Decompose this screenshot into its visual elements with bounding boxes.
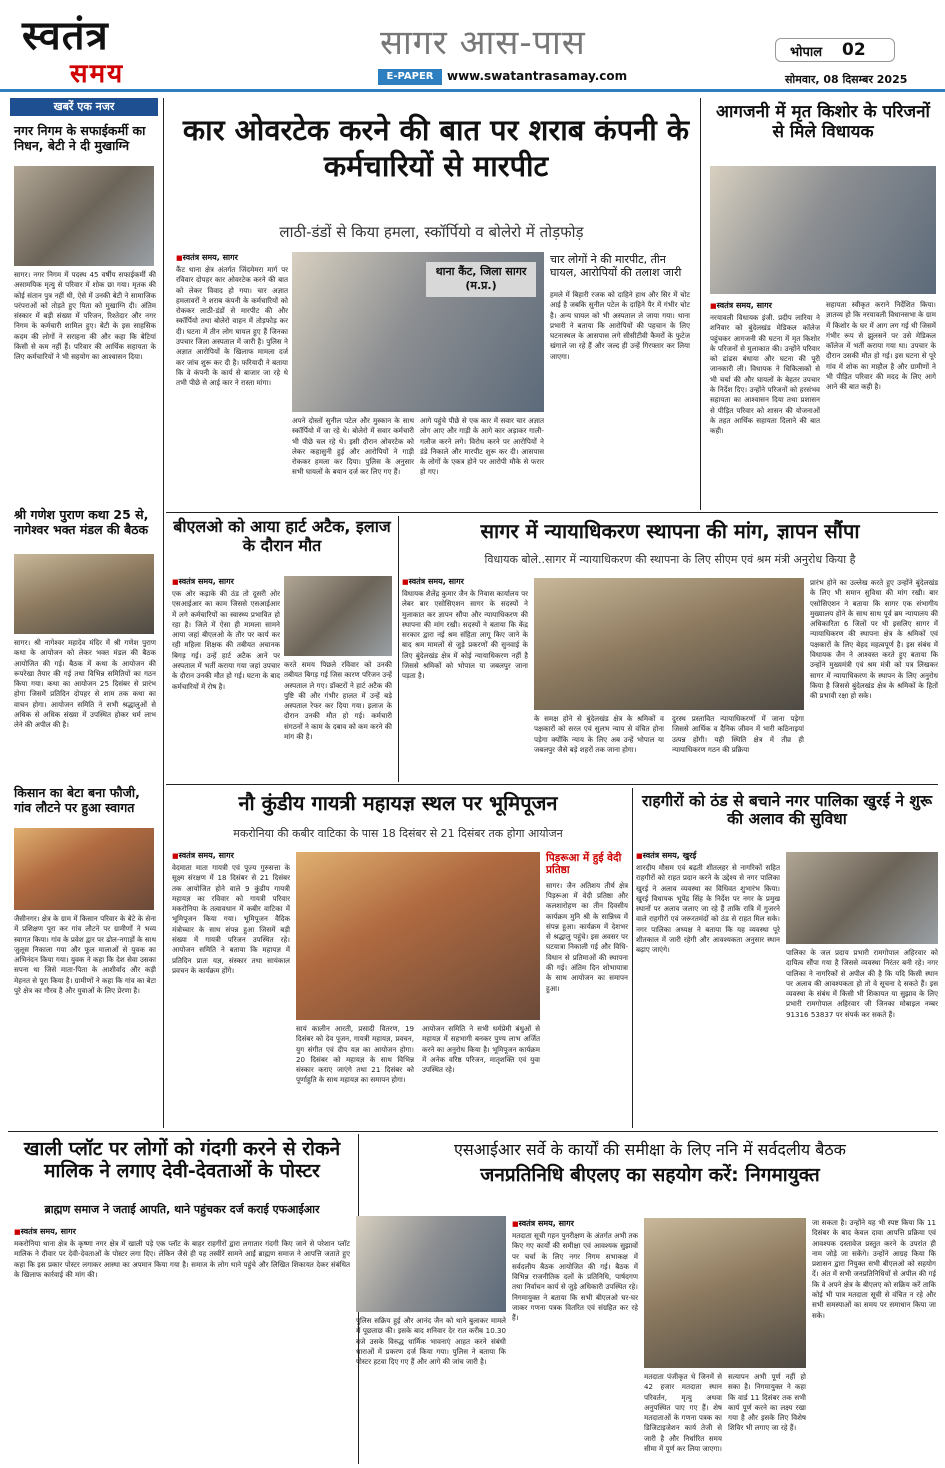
sir-headline: एसआईआर सर्वे के कार्यों की समीक्षा के लिए ननि में सर्वदलीय बैठक (454, 1140, 846, 1159)
mla-story (706, 98, 938, 510)
mla-byline: ■ स्वतंत्र समय, सागर (710, 300, 820, 311)
brief-3-title: किसान का बेटा बना फौजी, गांव लौटने पर हुआ स्वागत (14, 785, 140, 815)
lead-col-1 (176, 252, 288, 502)
brief-2-photo (14, 554, 154, 634)
blo-story (168, 516, 394, 781)
masthead (0, 0, 945, 95)
blo-col-1-text: एक ओर कड़ाके की ठंड तो दूसरी ओर एसआईआर का काम जिससे एसआईआर में लगे कर्मचारियों का स्वास्थ्य प्रभावित हो रहा है। जिले में ऐसा ही मामला सामने आया जहां बीएलओ के तौर पर कार्य कर रही महिला शिक्षक की तबीयत अचानक बिगड़ गई। उन्हें हार्ट अटैक आने पर अस्पताल में भर्ती कराया गया जहां उपचार के दौरान उनकी मौत हो गई। घटना के बाद कर्मचारियों में रोष है। (172, 589, 280, 691)
lead-byline: ■ स्वतंत्र समय, सागर (176, 252, 288, 263)
tribunal-col-1 (402, 576, 528, 776)
brief-1-photo (14, 166, 154, 266)
tribunal-col-1-text: विधायक शैलेंद्र कुमार जैन के निवास कार्यालय पर लेबर बार एसोसिएशन सागर के सदस्यों ने मुलाकात कर ज्ञापन सौंपा और न्यायाधिकरण की स्थापना की मांग रखी। सदस्यों ने बताया कि केंद्र सरकार द्वारा नई श्रम संहिता लागू किए जाने के बाद श्रम मामलों से जुड़े प्रकरणों की सुनवाई के लिए बुंदेलखंड क्षेत्र में कोई न्यायाधिकरण नहीं है जिससे श्रमिकों को भोपाल या जबलपुर जाना पड़ता है। (402, 589, 528, 681)
blo-photo (284, 576, 392, 656)
lead-sidehead: चार लोगों ने की मारपीट, तीन घायल, आरोपियों की तलाश जारी (550, 253, 682, 279)
lead-headline: कार ओवरटेक करने की बात पर शराब कंपनी के कर्मचारियों से मारपीट (182, 113, 690, 184)
tribunal-photo (534, 578, 804, 710)
sir-col-1 (512, 1218, 638, 1460)
brief-3-text: जैसीनगर। क्षेत्र के ग्राम में किसान परिवार के बेटे के सेना में प्रशिक्षण पूरा कर गांव लौटने पर ग्रामीणों ने भव्य स्वागत किया। गांव के प्रवेश द्वार पर ढोल-नगाड़ों के साथ जुलूस निकाला गया और फूल मालाओं से युवक का अभिनंदन किया गया। युवक ने कहा कि देश सेवा उसका सपना था जिसे माता-पिता के आशीर्वाद और कड़ी मेहनत से पूरा किया है। ग्रामीणों ने कहा कि गांव का बेटा पूरे क्षेत्र का गौरव है और युवाओं के लिए प्रेरणा है। (14, 914, 156, 995)
edition-date: सोमवार, 08 दिसम्बर 2025 (785, 73, 908, 86)
lead-subheadline: लाठी-डंडों से किया हमला, स्कॉर्पियो व बोलेरो में तोड़फोड़ (279, 223, 584, 241)
pratibha-brief (546, 852, 628, 1124)
alav-col-2: पालिका के जल प्रदाय प्रभारी रामगोपाल अहिरवार को दायित्व सौंपा गया है जिससे व्यवस्था निरंतर बनी रहे। नगर पालिका ने नागरिकों से अपील की है कि यदि किसी स्थान पर अलाव की आवश्यकता हो तो वे सूचना दे सकते हैं। इस व्यवस्था के संबंध में किसी भी शिकायत या सुझाव के लिए प्रभारी रामगोपाल अहिरवार जी जिनका मोबाइल नम्बर 91316 53837 पर संपर्क कर सकते हैं। (786, 948, 938, 1019)
mla-col-1-text: नरयावली विधायक इंजी. प्रदीप लारिया ने शनिवार को बुंदेलखंड मेडिकल कॉलेज पहुंचकर आगजनी की घटना में मृत किशोर के परिजनों से मुलाकात की। उन्होंने परिवार को ढांढस बंधाया और घटना की पूरी जानकारी ली। विधायक ने चिकित्सकों से भी चर्चा की और घायलों के बेहतर उपचार के निर्देश दिए। उन्होंने परिजनों को हरसंभव सहायता का आश्वासन दिया तथा प्रशासन से पीड़ित परिवार को शासन की योजनाओं के तहत आर्थिक सहायता दिलाने की बात कही। (710, 313, 820, 436)
lead-col-3: आगे पहुंचे पीछे से एक कार में सवार चार अज्ञात लोग आए और गाड़ी के आगे कार अड़ाकर गाली-गलौज करने लगे। विरोध करने पर आरोपियों ने डंडे निकाले और मारपीट शुरू कर दी। आसपास के लोगों के एकत्र होने पर आरोपी मौके से फरार हो गए। (420, 416, 544, 477)
brand-name-bottom: समय (70, 59, 125, 89)
alav-photo (786, 852, 938, 944)
yagya-photo (296, 852, 540, 1020)
sir-headline-main: जनप्रतिनिधि बीएलए का सहयोग करें: निगमायुक्त (480, 1164, 820, 1186)
plot-subheadline: ब्राह्मण समाज ने जताई आपति, थाने पहुंचकर दर्ज कराई एफआईआर (44, 1203, 320, 1216)
plot-col-2: पुलिस सक्रिय हुई और आनंद जैन को थाने बुलाकर मामले में पूछताछ की। इसके बाद शनिवार देर रात करीब 10.30 बजे उसके विरुद्ध धार्मिक भावनाएं आहत करने संबंधी धाराओं में प्रकरण दर्ज किया गया। पुलिस ने बताया कि पोस्टर हटवा दिए गए हैं और आगे की जांच जारी है। (356, 1316, 506, 1367)
epaper-label: E-PAPER (378, 69, 442, 85)
lead-photo (292, 252, 544, 412)
plot-col-1-text: मकरोनिया थाना क्षेत्र के कृष्णा नगर क्षेत्र में खाली पड़े एक प्लॉट के बाहर राहगीरों द्वारा लगातार गंदगी किए जाने से परेशान प्लॉट मालिक ने दीवार पर देवी-देवताओं के पोस्टर लगा दिए। लेकिन जैसे ही यह तस्वीरें सामने आईं ब्राह्मण समाज ने आपत्ति जताते हुए कहा कि इस प्रकार पोस्टर लगाकर आस्था का अपमान किया गया है। समाज के लोग थाने पहुंचे और लिखित शिकायत देकर संबंधित के खिलाफ कार्रवाई की मांग की। (14, 1239, 350, 1279)
brief-2-title: श्री गणेश पुराण कथा 25 से, नागेश्वर भक्त मंडल की बैठक (14, 508, 156, 538)
city-badge (775, 38, 895, 62)
sidebar-briefs (10, 96, 158, 1126)
sidebar-heading: खबरें एक नजर (10, 98, 158, 116)
lead-col-4: हमले में बिहारी रजक को दाहिने हाथ और सिर में चोट आई है जबकि सुनील पटेल के दाहिने पैर में गंभीर चोट है। अन्य घायल को भी अस्पताल ले जाया गया। थाना प्रभारी ने बताया कि आरोपियों की पहचान के लिए घटनास्थल के आसपास लगे सीसीटीवी कैमरों के फुटेज खंगाले जा रहे हैं और जल्द ही उन्हें गिरफ्तार कर लिया जाएगा। (550, 290, 690, 361)
plot-photo (356, 1216, 506, 1312)
sir-story (356, 1134, 938, 1464)
alav-byline: ■ स्वतंत्र समय, खुरई (636, 850, 780, 861)
yagya-story (168, 788, 628, 1128)
brief-2-text: सागर। श्री नागेश्वर महादेव मंदिर में श्री गणेश पुराण कथा के आयोजन को लेकर भक्त मंडल की बैठक आयोजित की गई। बैठक में कथा के आयोजन की रूपरेखा तैयार की गई तथा विभिन्न समितियों का गठन किया गया। कथा का आयोजन 25 दिसंबर से प्रारंभ होगा जिसमें प्रतिदिन दोपहर से शाम तक कथा का वाचन होगा। आयोजन समिति ने सभी श्रद्धालुओं से अधिक से अधिक संख्या में उपस्थित होकर धर्म लाभ लेने की अपील की है। (14, 638, 156, 730)
brand-name-top: स्वतंत्र (22, 12, 109, 59)
yagya-col-3: आयोजन समिति ने सभी धर्मप्रेमी बंधुओं से महायज्ञ में सहभागी बनकर पुण्य लाभ अर्जित करने का अनुरोध किया है। भूमिपूजन कार्यक्रम में अनेक वरिष्ठ परिजन, मातृशक्ति एवं युवा उपस्थित रहे। (422, 1024, 540, 1075)
page-number: 02 (842, 40, 866, 60)
blo-headline: बीएलओ को आया हार्ट अटैक, इलाज के दौरान मौत (173, 517, 391, 555)
blo-col-1 (172, 576, 280, 776)
sir-photo (644, 1218, 806, 1368)
website-link[interactable]: www.swatantrasamay.com (447, 69, 628, 83)
city-name: भोपाल (790, 45, 823, 60)
sir-col-4: जा सकता है। उन्होंने यह भी स्पष्ट किया कि 11 दिसंबर के बाद केवल दावा आपत्ति प्रक्रिया एवं आवश्यक दस्तावेज प्रस्तुत करने के उपरांत ही नाम जोड़े जा सकेंगे। उन्होंने आग्रह किया कि प्रशासन द्वारा नियुक्त सभी बीएलओ को सहयोग दें। अंत में सभी जनप्रतिनिधियों से अपील की गई कि वे अपने क्षेत्र के बीएलए को सक्रिय करें ताकि कोई भी पात्र मतदाता सूची से वंचित न रहे और सभी समस्याओं का समय पर समाधान किया जा सके। (812, 1218, 936, 1320)
tribunal-col-4: प्रारंभ होने का उल्लेख करते हुए उन्होंने बुंदेलखंड के लिए भी समान सुविधा की मांग रखी। बार एसोसिएशन ने बताया कि सागर एक संभागीय मुख्यालय होने के साथ साथ पूर्व ब्रम न्यायालय की अधिकारिता 6 जिलों पर थी इसलिए सागर में न्यायाधिकरण की स्थापना क्षेत्र के श्रमिकों एवं पक्षकारों के लिए बेहद महत्वपूर्ण है। इस संबंध में विधायक जैन ने आश्वस्त करते हुए बताया कि उन्होंने मुख्यमंत्री एवं श्रम मंत्री को पत्र लिखकर सागर में न्यायाधिकरण के स्थापन के लिए अनुरोध किया है जिससे बुंदेलखंड क्षेत्र के श्रमिकों के हितों की प्रभावी रक्षा हो सके। (810, 578, 938, 701)
blo-byline: ■ स्वतंत्र समय, सागर (172, 576, 280, 587)
tribunal-col-2: के समक्ष होने से बुंदेलखंड क्षेत्र के श्रमिकों व पक्षकारों को सरल एवं सुलभ न्याय से वंचित होना पड़ेगा क्योंकि न्याय के लिए अब उन्हें भोपाल या जबलपुर जैसे बड़े शहरों तक जाना होगा। (534, 714, 664, 754)
alav-col-1-text: शारदीय मौसम एवं बढ़ती शीतलहर से नागरिकों सहित राहगीरों को राहत प्रदान करने के उद्देश्य से नगर पालिका खुरई ने अलाव व्यवस्था का विधिवत शुभारंभ किया। खुरई विधायक भूपेंद्र सिंह के निर्देश पर नगर के प्रमुख स्थानों पर अलाव जलाए जा रहे हैं ताकि रात्रि में गुजरने वाले राहगीरों एवं जरूरतमंदों को ठंड से राहत मिल सके। नगर पालिका अध्यक्ष ने बताया कि यह व्यवस्था पूरे शीतकाल में जारी रहेगी और आवश्यकता अनुसार स्थान बढ़ाए जाएंगे। (636, 863, 780, 955)
pratibha-headline: पिड़रूआ में हुई वेदी प्रतिष्ठा (546, 852, 622, 877)
brief-1-title: नगर निगम के सफाईकर्मी का निधन, बेटी ने दी मुखाग्नि (14, 123, 146, 153)
pratibha-text: सागर। जैन अतिशय तीर्थ क्षेत्र पिड़रूआ में वेदी प्रतिष्ठा और कलशारोहण का तीन दिवसीय कार्यक्रम मुनि श्री के सान्निध्य में संपन्न हुआ। कार्यक्रम में देशभर से श्रद्धालु पहुंचे। इस अवसर पर घटयात्रा निकाली गई और विधि-विधान से प्रतिमाओं की स्थापना की गई। अंतिम दिन शोभायात्रा के साथ आयोजन का समापन हुआ। (546, 880, 628, 993)
yagya-col-2: सायं कालीन आरती, प्रसादी वितरण, 19 दिसंबर को देव पूजन, गायत्री महायज्ञ, प्रवचन, युग संगीत एवं दीप यज्ञ का आयोजन होगा। 20 दिसंबर को महायज्ञ के साथ विभिन्न संस्कार कराए जाएंगे तथा 21 दिसंबर को पूर्णाहुति के साथ महायज्ञ का समापन होगा। (296, 1024, 414, 1085)
tribunal-col-3: दुरस्थ प्रस्तावित न्यायाधिकरणों में जाना पड़ेगा जिससे आर्थिक व दैनिक जीवन में भारी कठिनाइयां उत्पन्न होंगी। यही स्थिति क्षेत्र में तीव्र ही न्यायाधिकरण गठन की प्रक्रिया (672, 714, 804, 754)
plot-byline: ■ स्वतंत्र समय, सागर (14, 1226, 350, 1237)
sir-col-2: मतदाता पंजीकृत थे जिनमें से 42 हजार मतदाता स्थान परिवर्तन, मृत्यु अथवा अनुपस्थित पाए गए हैं। शेष मतदाताओं के गणना पत्रक का डिजिटाइजेशन कार्य तेजी से जारी है और निर्धारित समय सीमा में पूर्ण कर लिया जाएगा। (644, 1372, 722, 1453)
yagya-col-1 (172, 850, 290, 1124)
lead-col-1-text: कैंट थाना क्षेत्र अंतर्गत जिंदमेमरा मार्ग पर रविवार दोपहर कार ओवरटेक करने की बात को लेकर विवाद हो गया। चार अज्ञात हमलावरों ने शराब कंपनी के कर्मचारियों को रोककर लाठी-डंडों से मारपीट की और स्कॉर्पियो तथा बोलेरो वाहन में तोड़फोड़ कर दी। घटना में तीन लोग घायल हुए हैं जिनका उपचार जिला अस्पताल में जारी है। पुलिस ने अज्ञात आरोपियों के खिलाफ मामला दर्ज कर जांच शुरू कर दी है। फरियादी ने बताया कि वे कंपनी के कार्य से बाजार जा रहे थे तभी पीछे से आई कार ने रास्ता मांगा। (176, 265, 288, 388)
alav-headline: राहगीरों को ठंड से बचाने नगर पालिका खुरई ने शुरू की अलाव की सुविधा (642, 792, 932, 829)
tribunal-headline: सागर में न्यायाधिकरण स्थापना की मांग, ज्ञापन सौंपा (480, 519, 860, 543)
lead-story (168, 98, 695, 510)
alav-col-1 (636, 850, 780, 1124)
mla-photo (710, 166, 936, 294)
plot-story (10, 1134, 354, 1464)
alav-story (636, 788, 938, 1128)
yagya-subheadline: मकरोनिया की कबीर वाटिका के पास 18 दिसंबर से 21 दिसंबर तक होगा आयोजन (233, 827, 563, 840)
mla-col-2: सहायता स्वीकृत कराने निर्देशित किया। ज्ञातव्य हो कि नरयावली विधानसभा के ग्राम में किशोर के घर में आग लग गई थी जिसमें गंभीर रूप से झुलसने पर उसे मेडिकल कॉलेज में भर्ती कराया गया था। उपचार के दौरान उसकी मौत हो गई। इस घटना से पूरे गांव में शोक का माहौल है और ग्रामीणों ने भी पीड़ित परिवार की मदद के लिए आगे आने की बात कही है। (826, 300, 936, 392)
tribunal-subheadline: विधायक बोले..सागर में न्यायाधिकरण की स्थापना के लिए सीएम एवं श्रम मंत्री अनुरोध किया है (484, 553, 856, 566)
yagya-col-1-text: वेदमाता माता गायत्री एवं पूज्य गुरुसत्ता के सूक्ष्म संरक्षण में 18 दिसंबर से 21 दिसंबर तक आयोजित होने वाले 9 कुंडीय गायत्री महायज्ञ का रविवार को गायत्री परिवार मकरोनिया के तत्वावधान में कबीर वाटिका में भूमिपूजन किया गया। भूमिपूजन वैदिक मंत्रोच्चार के साथ संपन्न हुआ जिसमें बड़ी संख्या में गायत्री परिजन उपस्थित रहे। आयोजन समिति ने बताया कि महायज्ञ में प्रतिदिन प्रातः यज्ञ, संस्कार तथा सायंकाल प्रवचन के कार्यक्रम होंगे। (172, 863, 290, 975)
tribunal-byline: ■ स्वतंत्र समय, सागर (402, 576, 528, 587)
lead-photo-sign: थाना कैंट, जिला सागर (म.प्र.) (426, 262, 536, 297)
plot-col-1 (14, 1226, 350, 1460)
mla-col-1 (710, 300, 820, 506)
yagya-byline: ■ स्वतंत्र समय, सागर (172, 850, 290, 861)
sir-col-1-text: मतदाता सूची गहन पुनरीक्षण के अंतर्गत अभी तक किए गए कार्यों की समीक्षा एवं आवश्यक सुझावों पर चर्चा के लिए नगर निगम सभाकक्ष में सर्वदलीय बैठक आयोजित की गई। बैठक में विभिन्न राजनीतिक दलों के प्रतिनिधि, पार्षदगण तथा निर्वाचन कार्य से जुड़े अधिकारी उपस्थित रहे। निगमायुक्त ने बताया कि सभी बीएलओ घर-घर जाकर गणना पत्रक वितरित एवं संग्रहित कर रहे हैं। (512, 1231, 638, 1323)
yagya-headline: नौ कुंडीय गायत्री महायज्ञ स्थल पर भूमिपूजन (238, 791, 558, 815)
sir-col-3: सत्यापन अभी पूर्ण नहीं हो सका है। निगमायुक्त ने कहा कि वार्ड 11 दिसंबर तक सभी कार्य पूर्ण करने का लक्ष्य रखा गया है और इसके लिए विशेष शिविर भी लगाए जा रहे हैं। (728, 1372, 806, 1433)
brief-1-text: सागर। नगर निगम में पदस्थ 45 वर्षीय सफाईकर्मी की असामयिक मृत्यु से परिवार में शोक छा गया। मृतक की कोई संतान पुत्र नहीं थी, ऐसे में उनकी बेटी ने सामाजिक परंपराओं को तोड़ते हुए पिता को मुखाग्नि दी। अंतिम संस्कार में बड़ी संख्या में परिजन, रिश्तेदार और नगर निगम के कर्मचारी शामिल हुए। बेटी के इस साहसिक कदम की लोगों ने सराहना की और कहा कि बेटियां किसी से कम नहीं हैं। परिवार की आर्थिक सहायता के लिए कर्मचारियों ने भी सहयोग का आश्वासन दिया। (14, 270, 156, 362)
brief-3-photo (14, 828, 154, 910)
plot-headline: खाली प्लॉट पर लोगों को गंदगी करने से रोकने मालिक ने लगाए देवी-देवताओं के पोस्टर (23, 1138, 341, 1183)
tribunal-story (402, 516, 938, 782)
blo-col-2: करते समय पिछले रविवार को उनकी तबीयत बिगड़ गई जिस कारण परिजन उन्हें अस्पताल ले गए। डॉक्टरों ने हार्ट अटैक की पुष्टि की और गंभीर हालत में उन्हें बड़े अस्पताल रेफर कर दिया गया। इलाज के दौरान उनकी मौत हो गई। कर्मचारी संगठनों ने काम के दबाव को कम करने की मांग की है। (284, 660, 392, 741)
sir-byline: ■ स्वतंत्र समय, सागर (512, 1218, 638, 1229)
section-title: सागर आस-पास (380, 23, 586, 63)
mla-headline: आगजनी में मृत किशोर के परिजनों से मिले विधायक (716, 102, 930, 143)
lead-col-2: अपने दोस्तों सुनील पटेल और मुस्कान के साथ स्कॉर्पियो में जा रहे थे। बोलेरो में सवार कर्मचारी भी पीछे चल रहे थे। इसी दौरान ओवरटेक को लेकर कहासुनी हुई और आरोपियों ने गाड़ी रोककर हमला कर दिया। पुलिस के अनुसार सभी घायलों के बयान दर्ज कर लिए गए हैं। (292, 416, 414, 477)
